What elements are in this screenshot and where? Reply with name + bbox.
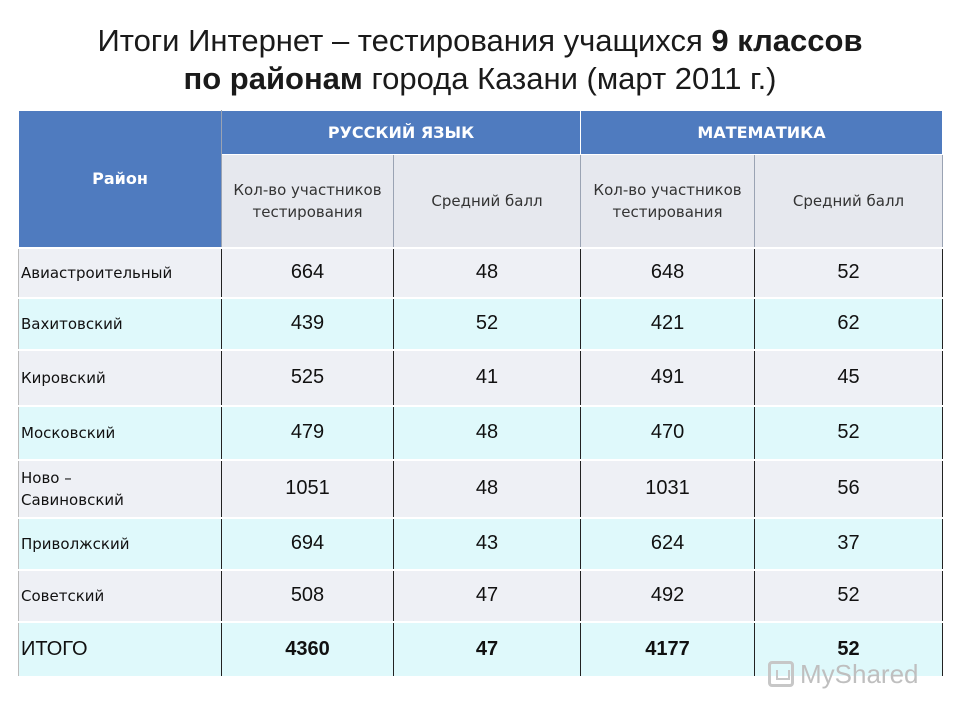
russian-participants: 525: [222, 350, 394, 406]
math-average: 56: [755, 460, 943, 518]
table-row: [19, 570, 943, 622]
district-name: Вахитовский: [19, 298, 222, 350]
average-header: Средний балл: [755, 155, 943, 248]
table-row: [19, 350, 943, 406]
math-average: 37: [755, 518, 943, 570]
math-participants: 491: [581, 350, 755, 406]
table-row: [19, 518, 943, 570]
russian-participants: 508: [222, 570, 394, 622]
title-emphasis: 9 классов: [711, 23, 863, 58]
total-label: ИТОГО: [19, 622, 222, 677]
russian-participants: 439: [222, 298, 394, 350]
district-name: Авиастроительный: [19, 248, 222, 298]
math-average: 52: [755, 570, 943, 622]
table-row: [19, 406, 943, 460]
russian-participants: 479: [222, 406, 394, 460]
russian-participants: 1051: [222, 460, 394, 518]
participants-header: Кол-во участников тестирования: [581, 155, 755, 248]
math-average: 52: [755, 248, 943, 298]
subject-header-math: МАТЕМАТИКА: [581, 111, 943, 155]
district-header: Район: [19, 111, 222, 248]
participants-header: Кол-во участников тестирования: [222, 155, 394, 248]
russian-participants: 694: [222, 518, 394, 570]
title-text: города Казани (март 2011 г.): [362, 61, 777, 96]
header-row: [19, 111, 943, 155]
results-table: [18, 110, 943, 677]
russian-average-total: 47: [394, 622, 581, 677]
math-average: 62: [755, 298, 943, 350]
district-name: Московский: [19, 406, 222, 460]
math-participants: 624: [581, 518, 755, 570]
title-emphasis: по районам: [183, 61, 363, 96]
russian-participants-total: 4360: [222, 622, 394, 677]
title-line-1: [0, 22, 960, 60]
russian-average: 43: [394, 518, 581, 570]
russian-average: 52: [394, 298, 581, 350]
district-name: Советский: [19, 570, 222, 622]
title-text: Итоги Интернет – тестирования учащихся: [97, 23, 712, 58]
district-name: Приволжский: [19, 518, 222, 570]
math-participants: 1031: [581, 460, 755, 518]
math-participants-total: 4177: [581, 622, 755, 677]
table-row: [19, 248, 943, 298]
russian-average: 48: [394, 406, 581, 460]
page-title: [0, 22, 960, 98]
watermark: [768, 656, 928, 692]
math-participants: 648: [581, 248, 755, 298]
title-line-2: [0, 60, 960, 98]
russian-average: 48: [394, 248, 581, 298]
presentation-icon: [768, 661, 794, 687]
watermark-text: MyShared: [800, 658, 919, 689]
district-name: Ново – Савиновский: [19, 460, 222, 518]
district-name: Кировский: [19, 350, 222, 406]
russian-average: 41: [394, 350, 581, 406]
math-average-total: 52: [755, 622, 943, 677]
russian-participants: 664: [222, 248, 394, 298]
math-average: 45: [755, 350, 943, 406]
table-row: [19, 460, 943, 518]
math-participants: 470: [581, 406, 755, 460]
average-header: Средний балл: [394, 155, 581, 248]
russian-average: 48: [394, 460, 581, 518]
table-row: [19, 298, 943, 350]
russian-average: 47: [394, 570, 581, 622]
math-participants: 492: [581, 570, 755, 622]
math-average: 52: [755, 406, 943, 460]
subject-header-russian: РУССКИЙ ЯЗЫК: [222, 111, 581, 155]
math-participants: 421: [581, 298, 755, 350]
